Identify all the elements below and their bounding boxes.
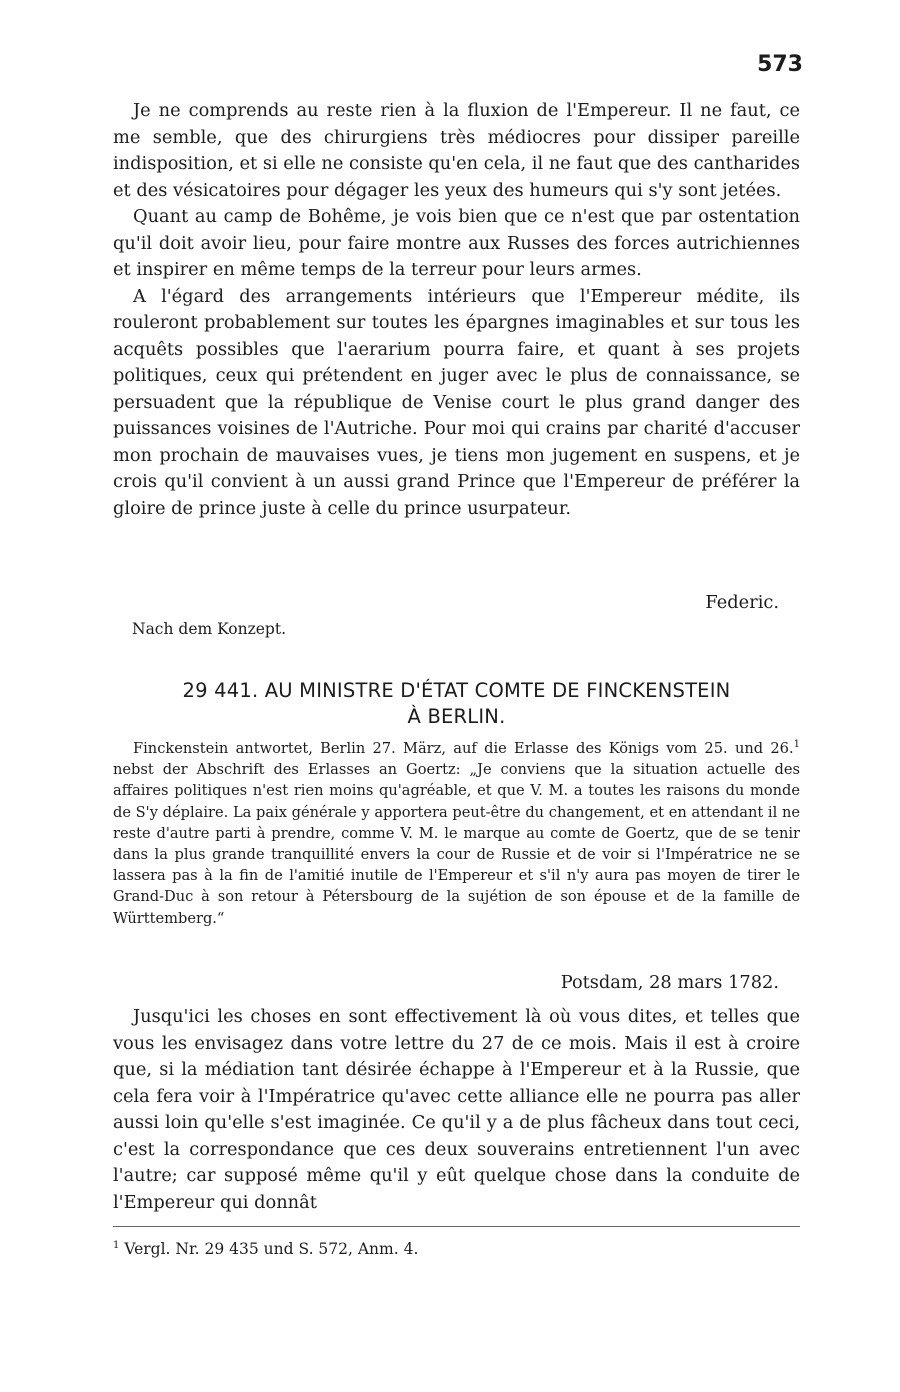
letter-continuation xyxy=(113,98,800,522)
summary-paragraph xyxy=(113,738,800,929)
editorial-summary xyxy=(113,738,800,929)
paragraph-letter-body: Jusqu'ici les choses en sont effectivement là où vous dites, et telles que vous les envisagez dans votre lettre du 27 de ce mois. Mais il est à croire que, si la médiation tant désirée échappe à l'Empereur et à la Russie, que cela fera voir à l'Impératrice qu'avec cette alliance elle ne pourra pas aller aussi loin qu'elle s'est imaginée. Ce qu'il y a de plus fâcheux dans tout ceci, c'est la correspondance que ces deux souverains entretiennent l'un avec l'autre; car supposé même qu'il y eût quelque chose dans la conduite de l'Empereur qui donnât xyxy=(113,1006,800,1213)
footnote-reference: 1 xyxy=(793,739,800,751)
signature: Federic. xyxy=(705,592,779,613)
footnote xyxy=(113,1240,418,1258)
paragraph-camp-boheme: Quant au camp de Bohême, je vois bien que ce n'est que par ostentation qu'il doit avoir lieu, pour faire montre aux Russes des forces autrichiennes et inspirer en même temps de la terreur pour leurs armes. xyxy=(113,206,800,280)
footnote-text: Vergl. Nr. 29 435 und S. 572, Anm. 4. xyxy=(124,1240,419,1258)
page-number: 573 xyxy=(757,52,803,77)
paragraph-fluxion: Je ne comprends au reste rien à la fluxion de l'Empereur. Il ne faut, ce me semble, que des chirurgiens très médiocres pour dissiper pareille indisposition, et si elle ne consiste qu'en cela, il ne faut que des cantharides et des vésicatoires pour dégager les yeux des humeurs qui s'y sont jetées. xyxy=(113,100,801,201)
footnote-divider xyxy=(113,1226,800,1227)
source-note: Nach dem Konzept. xyxy=(132,620,287,638)
summary-text-start: Finckenstein antwortet, Berlin 27. März, auf die Erlasse des Königs vom 25. und 26. xyxy=(133,740,794,757)
heading-line-2: À BERLIN. xyxy=(407,705,506,728)
letter-body xyxy=(113,1004,800,1216)
document-heading xyxy=(113,678,800,730)
footnote-mark: 1 xyxy=(113,1239,120,1251)
summary-text-end: nebst der Abschrift des Erlasses an Goertz: „Je conviens que la situation actuelle des affaires politiques n'est rien moins qu'agréable, et que V. M. a toutes les raisons du monde de S'y déplaire. La paix générale y apportera peut-être du changement, et en attendant il ne reste d'autre parti à prendre, comme V. M. le marque au comte de Goertz, que de se tenir dans la plus grande tranquillité envers la cour de Russie et de voir si l'Impératrice ne se lassera pas à la fin de l'amitié inutile de l'Empereur et s'il n'y aura pas moyen de tirer le Grand-Duc à son retour à Pétersbourg de la sujétion de son épouse et de la famille de Württemberg.“ xyxy=(113,761,800,927)
dateline: Potsdam, 28 mars 1782. xyxy=(560,972,779,993)
heading-line-1: 29 441. AU MINISTRE D'ÉTAT COMTE DE FINCKENSTEIN xyxy=(182,679,731,702)
paragraph-arrangements: A l'égard des arrangements intérieurs que l'Empereur médite, ils rouleront probablement sur toutes les épargnes imaginables et sur tous les acquêts possibles que l'aerarium pourra faire, et quant à ses projets politiques, ceux qui prétendent en juger avec le plus de connaissance, se persuadent que la république de Venise court le plus grand danger des puissances voisines de l'Autriche. Pour moi qui crains par charité d'accuser mon prochain de mauvaises vues, je tiens mon jugement en suspens, et je crois qu'il convient à un aussi grand Prince que l'Empereur de préférer la gloire de prince juste à celle du prince usurpateur. xyxy=(113,285,800,519)
